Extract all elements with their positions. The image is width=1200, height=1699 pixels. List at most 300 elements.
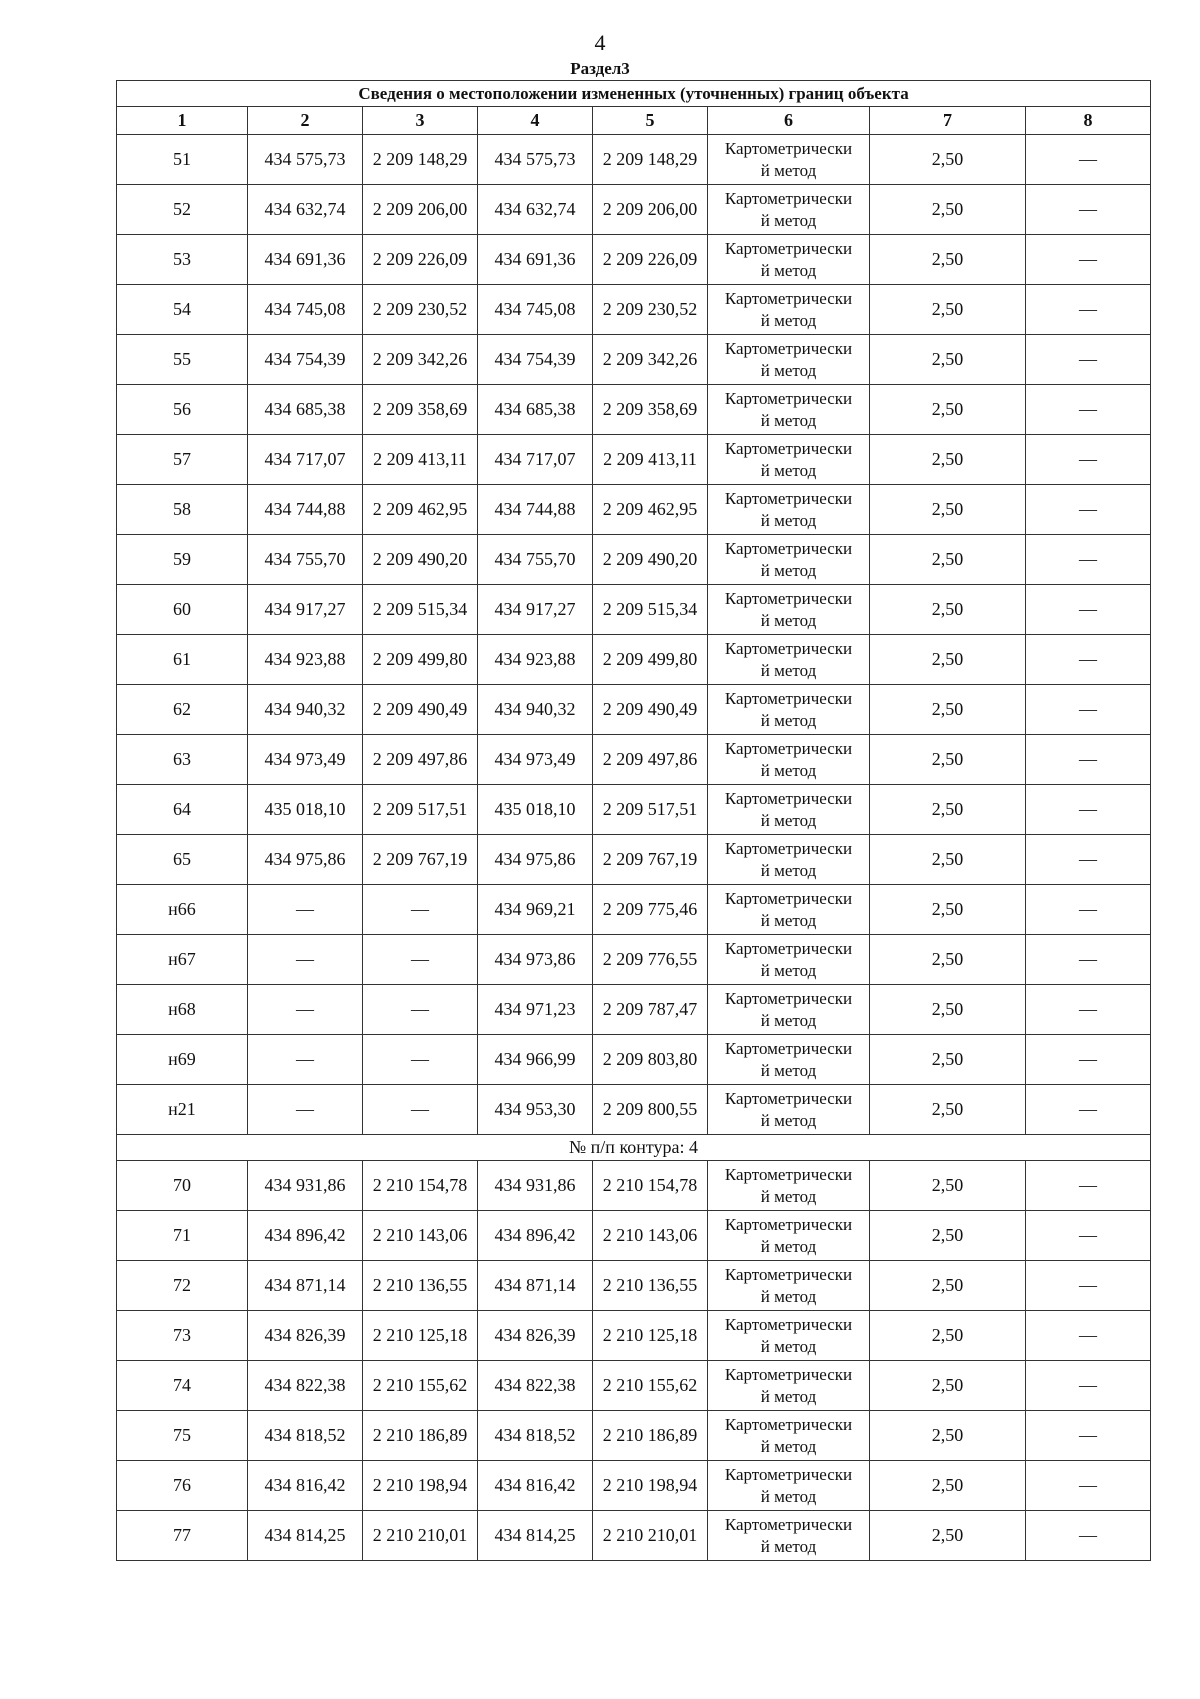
method-cell	[708, 985, 870, 1035]
method-cell	[708, 1211, 870, 1261]
x-new-cell: 434 818,52	[478, 1411, 593, 1461]
y-new-cell: 2 209 767,19	[593, 835, 708, 885]
x-existing-cell: —	[248, 985, 363, 1035]
method-line-2: й метод	[760, 710, 817, 730]
header-cell: 4	[478, 107, 593, 135]
method-line-1: Картометрически	[724, 338, 853, 358]
method-line-2: й метод	[760, 1060, 817, 1080]
method-line-1: Картометрически	[724, 188, 853, 208]
y-existing-cell: 2 210 198,94	[363, 1461, 478, 1511]
method-line-1: Картометрически	[724, 638, 853, 658]
table-row	[117, 1461, 1151, 1511]
description-cell: —	[1026, 385, 1151, 435]
accuracy-cell: 2,50	[870, 1361, 1026, 1411]
table-row	[117, 885, 1151, 935]
accuracy-cell: 2,50	[870, 885, 1026, 935]
header-cell: 5	[593, 107, 708, 135]
y-existing-cell: 2 209 206,00	[363, 185, 478, 235]
point-number-cell: 57	[117, 435, 248, 485]
point-number-cell: 55	[117, 335, 248, 385]
x-new-cell: 434 754,39	[478, 335, 593, 385]
accuracy-cell: 2,50	[870, 385, 1026, 435]
y-existing-cell: —	[363, 885, 478, 935]
header-cell: 1	[117, 107, 248, 135]
method-line-2: й метод	[760, 610, 817, 630]
y-existing-cell: 2 210 154,78	[363, 1161, 478, 1211]
method-line-2: й метод	[760, 860, 817, 880]
method-line-1: Картометрически	[724, 588, 853, 608]
description-cell: —	[1026, 1035, 1151, 1085]
point-number-cell: 58	[117, 485, 248, 535]
point-number-cell: 63	[117, 735, 248, 785]
y-existing-cell: 2 210 186,89	[363, 1411, 478, 1461]
method-cell	[708, 285, 870, 335]
x-new-cell: 434 632,74	[478, 185, 593, 235]
x-new-cell: 434 816,42	[478, 1461, 593, 1511]
point-number-cell: 60	[117, 585, 248, 635]
point-number-cell: 71	[117, 1211, 248, 1261]
x-existing-cell: 434 816,42	[248, 1461, 363, 1511]
y-existing-cell: 2 209 490,20	[363, 535, 478, 585]
x-existing-cell: 434 755,70	[248, 535, 363, 585]
description-cell: —	[1026, 735, 1151, 785]
method-line-1: Картометрически	[724, 1514, 853, 1534]
y-existing-cell: 2 209 462,95	[363, 485, 478, 535]
method-cell	[708, 935, 870, 985]
point-number-cell: н69	[117, 1035, 248, 1085]
x-existing-cell: —	[248, 885, 363, 935]
x-existing-cell: 434 814,25	[248, 1511, 363, 1561]
method-cell	[708, 535, 870, 585]
y-existing-cell: —	[363, 935, 478, 985]
x-new-cell: 434 973,49	[478, 735, 593, 785]
page-number: 4	[594, 30, 606, 55]
method-line-2: й метод	[760, 1110, 817, 1130]
method-line-2: й метод	[760, 360, 817, 380]
y-existing-cell: 2 209 517,51	[363, 785, 478, 835]
method-line-1: Картометрически	[724, 1038, 853, 1058]
x-existing-cell: 434 822,38	[248, 1361, 363, 1411]
description-cell: —	[1026, 1411, 1151, 1461]
method-cell	[708, 1161, 870, 1211]
point-number-cell: 73	[117, 1311, 248, 1361]
x-new-cell: 434 871,14	[478, 1261, 593, 1311]
method-line-2: й метод	[760, 1486, 817, 1506]
method-line-1: Картометрически	[724, 838, 853, 858]
y-existing-cell: 2 209 499,80	[363, 635, 478, 685]
method-line-2: й метод	[760, 310, 817, 330]
method-cell	[708, 485, 870, 535]
point-number-cell: 70	[117, 1161, 248, 1211]
method-cell	[708, 1035, 870, 1085]
y-new-cell: 2 210 143,06	[593, 1211, 708, 1261]
table-row	[117, 1411, 1151, 1461]
x-existing-cell: 434 691,36	[248, 235, 363, 285]
y-new-cell: 2 210 186,89	[593, 1411, 708, 1461]
method-cell	[708, 1461, 870, 1511]
y-existing-cell: —	[363, 1085, 478, 1135]
table-row	[117, 285, 1151, 335]
description-cell: —	[1026, 485, 1151, 535]
y-new-cell: 2 210 125,18	[593, 1311, 708, 1361]
y-new-cell: 2 209 358,69	[593, 385, 708, 435]
y-existing-cell: 2 209 226,09	[363, 235, 478, 285]
method-line-2: й метод	[760, 1186, 817, 1206]
x-existing-cell: 434 871,14	[248, 1261, 363, 1311]
table-row	[117, 1311, 1151, 1361]
accuracy-cell: 2,50	[870, 535, 1026, 585]
method-cell	[708, 685, 870, 735]
method-line-2: й метод	[760, 810, 817, 830]
y-new-cell: 2 209 230,52	[593, 285, 708, 335]
x-new-cell: 434 745,08	[478, 285, 593, 335]
y-new-cell: 2 210 198,94	[593, 1461, 708, 1511]
description-cell: —	[1026, 635, 1151, 685]
y-existing-cell: 2 210 136,55	[363, 1261, 478, 1311]
y-existing-cell: 2 210 143,06	[363, 1211, 478, 1261]
method-cell	[708, 1085, 870, 1135]
accuracy-cell: 2,50	[870, 1311, 1026, 1361]
y-existing-cell: 2 209 515,34	[363, 585, 478, 635]
accuracy-cell: 2,50	[870, 235, 1026, 285]
method-cell	[708, 735, 870, 785]
method-cell	[708, 185, 870, 235]
table-row	[117, 1161, 1151, 1211]
x-new-cell: 434 826,39	[478, 1311, 593, 1361]
table-row	[117, 385, 1151, 435]
x-new-cell: 434 917,27	[478, 585, 593, 635]
x-new-cell: 434 953,30	[478, 1085, 593, 1135]
method-cell	[708, 785, 870, 835]
y-existing-cell: 2 210 210,01	[363, 1511, 478, 1561]
accuracy-cell: 2,50	[870, 785, 1026, 835]
table-title: Сведения о местоположении измененных (уточненных) границ объекта	[117, 81, 1151, 107]
description-cell: —	[1026, 685, 1151, 735]
accuracy-cell: 2,50	[870, 135, 1026, 185]
accuracy-cell: 2,50	[870, 1511, 1026, 1561]
description-cell: —	[1026, 285, 1151, 335]
method-line-1: Картометрически	[724, 288, 853, 308]
x-new-cell: 434 931,86	[478, 1161, 593, 1211]
point-number-cell: 64	[117, 785, 248, 835]
x-new-cell: 434 717,07	[478, 435, 593, 485]
x-existing-cell: 434 818,52	[248, 1411, 363, 1461]
y-existing-cell: —	[363, 1035, 478, 1085]
x-new-cell: 434 940,32	[478, 685, 593, 735]
y-new-cell: 2 210 155,62	[593, 1361, 708, 1411]
table-row	[117, 1035, 1151, 1085]
description-cell: —	[1026, 135, 1151, 185]
contour-row	[117, 1135, 1151, 1161]
table-row	[117, 935, 1151, 985]
method-line-1: Картометрически	[724, 888, 853, 908]
method-line-2: й метод	[760, 410, 817, 430]
method-cell	[708, 635, 870, 685]
table-row	[117, 1361, 1151, 1411]
point-number-cell: 72	[117, 1261, 248, 1311]
accuracy-cell: 2,50	[870, 1461, 1026, 1511]
header-cell: 6	[708, 107, 870, 135]
table-row	[117, 335, 1151, 385]
method-line-2: й метод	[760, 510, 817, 530]
accuracy-cell: 2,50	[870, 285, 1026, 335]
description-cell: —	[1026, 1085, 1151, 1135]
table-row	[117, 985, 1151, 1035]
table-row	[117, 835, 1151, 885]
accuracy-cell: 2,50	[870, 1085, 1026, 1135]
x-new-cell: 434 969,21	[478, 885, 593, 935]
x-new-cell: 434 822,38	[478, 1361, 593, 1411]
y-new-cell: 2 209 206,00	[593, 185, 708, 235]
accuracy-cell: 2,50	[870, 335, 1026, 385]
method-line-2: й метод	[760, 1336, 817, 1356]
table-row	[117, 435, 1151, 485]
method-line-2: й метод	[760, 460, 817, 480]
accuracy-cell: 2,50	[870, 585, 1026, 635]
x-existing-cell: —	[248, 1035, 363, 1085]
x-existing-cell: 434 717,07	[248, 435, 363, 485]
y-new-cell: 2 209 800,55	[593, 1085, 708, 1135]
method-cell	[708, 135, 870, 185]
accuracy-cell: 2,50	[870, 985, 1026, 1035]
y-new-cell: 2 209 497,86	[593, 735, 708, 785]
method-cell	[708, 1361, 870, 1411]
description-cell: —	[1026, 585, 1151, 635]
table-row	[117, 235, 1151, 285]
accuracy-cell: 2,50	[870, 1161, 1026, 1211]
accuracy-cell: 2,50	[870, 1211, 1026, 1261]
y-new-cell: 2 209 462,95	[593, 485, 708, 535]
point-number-cell: 75	[117, 1411, 248, 1461]
y-new-cell: 2 210 154,78	[593, 1161, 708, 1211]
point-number-cell: 52	[117, 185, 248, 235]
accuracy-cell: 2,50	[870, 735, 1026, 785]
table-row	[117, 535, 1151, 585]
table-row	[117, 785, 1151, 835]
method-line-1: Картометрически	[724, 138, 853, 158]
method-line-1: Картометрически	[724, 538, 853, 558]
method-line-1: Картометрически	[724, 1164, 853, 1184]
x-new-cell: 434 691,36	[478, 235, 593, 285]
accuracy-cell: 2,50	[870, 685, 1026, 735]
method-line-2: й метод	[760, 910, 817, 930]
method-line-1: Картометрически	[724, 488, 853, 508]
x-new-cell: 434 744,88	[478, 485, 593, 535]
y-existing-cell: 2 209 497,86	[363, 735, 478, 785]
point-number-cell: 61	[117, 635, 248, 685]
accuracy-cell: 2,50	[870, 1261, 1026, 1311]
method-line-2: й метод	[760, 960, 817, 980]
x-new-cell: 434 685,38	[478, 385, 593, 435]
method-cell	[708, 435, 870, 485]
method-cell	[708, 335, 870, 385]
y-new-cell: 2 209 226,09	[593, 235, 708, 285]
table-row	[117, 635, 1151, 685]
description-cell: —	[1026, 1161, 1151, 1211]
accuracy-cell: 2,50	[870, 435, 1026, 485]
point-number-cell: 56	[117, 385, 248, 435]
method-line-2: й метод	[760, 160, 817, 180]
x-existing-cell: 434 940,32	[248, 685, 363, 735]
y-new-cell: 2 209 775,46	[593, 885, 708, 935]
y-new-cell: 2 209 490,49	[593, 685, 708, 735]
y-new-cell: 2 209 803,80	[593, 1035, 708, 1085]
x-new-cell: 434 575,73	[478, 135, 593, 185]
table-row	[117, 485, 1151, 535]
y-existing-cell: 2 210 155,62	[363, 1361, 478, 1411]
method-cell	[708, 1261, 870, 1311]
table-row	[117, 1211, 1151, 1261]
method-line-2: й метод	[760, 260, 817, 280]
x-new-cell: 435 018,10	[478, 785, 593, 835]
header-cell: 7	[870, 107, 1026, 135]
y-existing-cell: 2 209 358,69	[363, 385, 478, 435]
description-cell: —	[1026, 785, 1151, 835]
x-new-cell: 434 896,42	[478, 1211, 593, 1261]
method-cell	[708, 1511, 870, 1561]
table-row	[117, 585, 1151, 635]
description-cell: —	[1026, 235, 1151, 285]
x-existing-cell: 434 575,73	[248, 135, 363, 185]
x-existing-cell: 434 896,42	[248, 1211, 363, 1261]
y-new-cell: 2 209 499,80	[593, 635, 708, 685]
method-line-1: Картометрически	[724, 1264, 853, 1284]
method-line-1: Картометрически	[724, 738, 853, 758]
method-line-1: Картометрически	[724, 1314, 853, 1334]
table-row	[117, 1261, 1151, 1311]
method-line-1: Картометрически	[724, 1364, 853, 1384]
point-number-cell: 54	[117, 285, 248, 335]
description-cell: —	[1026, 935, 1151, 985]
point-number-cell: 77	[117, 1511, 248, 1561]
table-row	[117, 185, 1151, 235]
x-existing-cell: 434 745,08	[248, 285, 363, 335]
accuracy-cell: 2,50	[870, 185, 1026, 235]
point-number-cell: 59	[117, 535, 248, 585]
method-line-2: й метод	[760, 1386, 817, 1406]
method-cell	[708, 235, 870, 285]
method-line-2: й метод	[760, 1010, 817, 1030]
y-new-cell: 2 209 787,47	[593, 985, 708, 1035]
method-cell	[708, 585, 870, 635]
description-cell: —	[1026, 1211, 1151, 1261]
x-existing-cell: 434 975,86	[248, 835, 363, 885]
y-new-cell: 2 209 776,55	[593, 935, 708, 985]
method-cell	[708, 1311, 870, 1361]
x-existing-cell: 434 632,74	[248, 185, 363, 235]
point-number-cell: 62	[117, 685, 248, 735]
contour-label: № п/п контура: 4	[117, 1135, 1151, 1161]
x-new-cell: 434 923,88	[478, 635, 593, 685]
x-existing-cell: —	[248, 1085, 363, 1135]
method-cell	[708, 385, 870, 435]
y-new-cell: 2 209 517,51	[593, 785, 708, 835]
y-new-cell: 2 209 515,34	[593, 585, 708, 635]
x-new-cell: 434 755,70	[478, 535, 593, 585]
x-existing-cell: 434 923,88	[248, 635, 363, 685]
description-cell: —	[1026, 1461, 1151, 1511]
header-cell: 2	[248, 107, 363, 135]
description-cell: —	[1026, 1511, 1151, 1561]
description-cell: —	[1026, 1361, 1151, 1411]
method-line-1: Картометрически	[724, 1414, 853, 1434]
x-new-cell: 434 975,86	[478, 835, 593, 885]
method-line-2: й метод	[760, 660, 817, 680]
method-line-1: Картометрически	[724, 988, 853, 1008]
coordinates-table	[116, 80, 1151, 1561]
accuracy-cell: 2,50	[870, 485, 1026, 535]
method-line-1: Картометрически	[724, 1464, 853, 1484]
description-cell: —	[1026, 335, 1151, 385]
point-number-cell: н21	[117, 1085, 248, 1135]
y-existing-cell: —	[363, 985, 478, 1035]
table-row	[117, 135, 1151, 185]
y-new-cell: 2 210 136,55	[593, 1261, 708, 1311]
x-existing-cell: 434 826,39	[248, 1311, 363, 1361]
method-line-1: Картометрически	[724, 438, 853, 458]
point-number-cell: н68	[117, 985, 248, 1035]
y-existing-cell: 2 209 342,26	[363, 335, 478, 385]
point-number-cell: н67	[117, 935, 248, 985]
x-new-cell: 434 973,86	[478, 935, 593, 985]
x-existing-cell: 435 018,10	[248, 785, 363, 835]
method-line-1: Картометрически	[724, 688, 853, 708]
accuracy-cell: 2,50	[870, 935, 1026, 985]
y-existing-cell: 2 210 125,18	[363, 1311, 478, 1361]
header-cell: 8	[1026, 107, 1151, 135]
x-existing-cell: 434 931,86	[248, 1161, 363, 1211]
x-existing-cell: 434 973,49	[248, 735, 363, 785]
method-line-1: Картометрически	[724, 938, 853, 958]
table-row	[117, 1511, 1151, 1561]
x-existing-cell: —	[248, 935, 363, 985]
method-cell	[708, 885, 870, 935]
y-existing-cell: 2 209 148,29	[363, 135, 478, 185]
y-existing-cell: 2 209 767,19	[363, 835, 478, 885]
y-new-cell: 2 209 148,29	[593, 135, 708, 185]
description-cell: —	[1026, 835, 1151, 885]
method-line-2: й метод	[760, 210, 817, 230]
method-line-1: Картометрически	[724, 1214, 853, 1234]
y-existing-cell: 2 209 230,52	[363, 285, 478, 335]
y-existing-cell: 2 209 413,11	[363, 435, 478, 485]
table-row	[117, 1085, 1151, 1135]
x-new-cell: 434 971,23	[478, 985, 593, 1035]
section-title: Раздел3	[570, 59, 630, 78]
x-existing-cell: 434 917,27	[248, 585, 363, 635]
point-number-cell: 76	[117, 1461, 248, 1511]
table-row	[117, 685, 1151, 735]
header-row	[117, 107, 1151, 135]
method-line-2: й метод	[760, 760, 817, 780]
point-number-cell: 74	[117, 1361, 248, 1411]
description-cell: —	[1026, 535, 1151, 585]
method-line-1: Картометрически	[724, 388, 853, 408]
accuracy-cell: 2,50	[870, 835, 1026, 885]
point-number-cell: 53	[117, 235, 248, 285]
point-number-cell: н66	[117, 885, 248, 935]
method-line-2: й метод	[760, 1536, 817, 1556]
point-number-cell: 65	[117, 835, 248, 885]
description-cell: —	[1026, 435, 1151, 485]
method-line-2: й метод	[760, 1286, 817, 1306]
y-new-cell: 2 209 342,26	[593, 335, 708, 385]
accuracy-cell: 2,50	[870, 1411, 1026, 1461]
method-cell	[708, 1411, 870, 1461]
method-line-1: Картометрически	[724, 788, 853, 808]
description-cell: —	[1026, 985, 1151, 1035]
table-row	[117, 735, 1151, 785]
